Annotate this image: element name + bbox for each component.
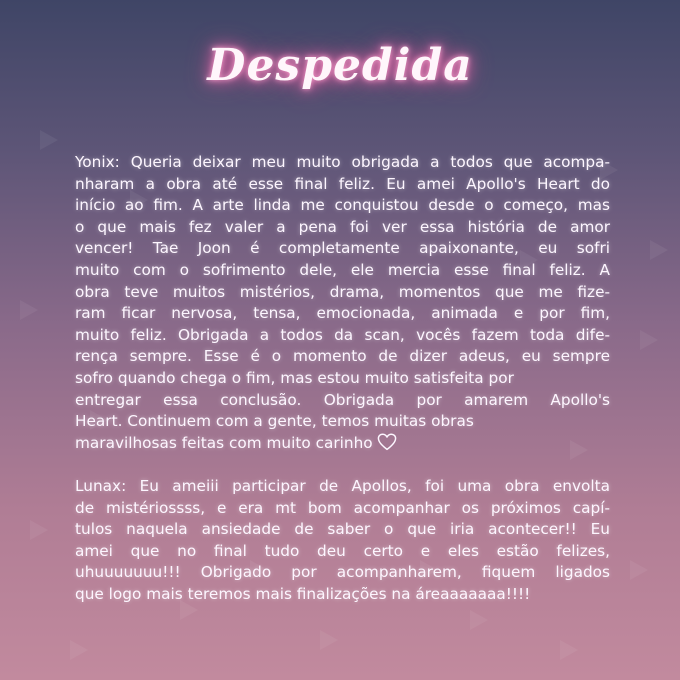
heart-outline-icon xyxy=(377,433,397,451)
farewell-message-yonix xyxy=(75,152,610,454)
text-line: muito com o sofrimento dele, ele mercia esse final feliz. A xyxy=(75,260,610,279)
text-line: de mistériossss, e era mt bom acompanhar os próximos capí- xyxy=(75,498,610,517)
text-line: rença sempre. Esse é o momento de dizer adeus, eu sempre xyxy=(75,347,610,366)
text-line: obra teve muitos mistérios, drama, momentos que me fize- xyxy=(75,282,610,301)
text-line: uhuuuuuuu!!! Obrigado por acompanharem, fiquem ligados xyxy=(75,563,610,582)
text-line: ram ficar nervosa, tensa, emocionada, animada e por fim, xyxy=(75,304,610,323)
text-line-content: maravilhosas feitas com muito carinho xyxy=(75,433,373,452)
text-line: amei que no final tudo deu certo e eles estão felizes, xyxy=(75,541,610,560)
text-line: tulos naquela ansiedade de saber o que iria acontecer!! Eu xyxy=(75,520,610,539)
text-line: nharam a obra até esse final feliz. Eu amei Apollo's Heart do xyxy=(75,174,610,193)
text-line: Lunax: Eu ameiii participar de Apollos, foi uma obra envolta xyxy=(75,477,610,495)
text-line: entregar essa conclusão. Obrigada por amarem Apollo's xyxy=(75,390,610,409)
text-line-last xyxy=(75,433,610,455)
text-line: início ao fim. A arte linda me conquistou desde o começo, mas xyxy=(75,196,610,215)
page-title: Despedida xyxy=(207,40,473,91)
text-line: sofro quando chega o fim, mas estou muito satisfeita por xyxy=(75,368,514,387)
farewell-message-lunax xyxy=(75,476,610,606)
text-line: muito feliz. Obrigada a todos da scan, vocês fazem toda dife- xyxy=(75,325,610,344)
text-line: vencer! Tae Joon é completamente apaixonante, eu sofri xyxy=(75,239,610,258)
text-line: o que mais fez valer a pena foi ver essa história de amor xyxy=(75,217,610,236)
text-line: que logo mais teremos mais finalizações na áreaaaaaaa!!!! xyxy=(75,584,531,603)
text-line: Yonix: Queria deixar meu muito obrigada a todos que acompa- xyxy=(75,153,610,171)
text-line: Heart. Continuem com a gente, temos muitas obras xyxy=(75,412,474,431)
